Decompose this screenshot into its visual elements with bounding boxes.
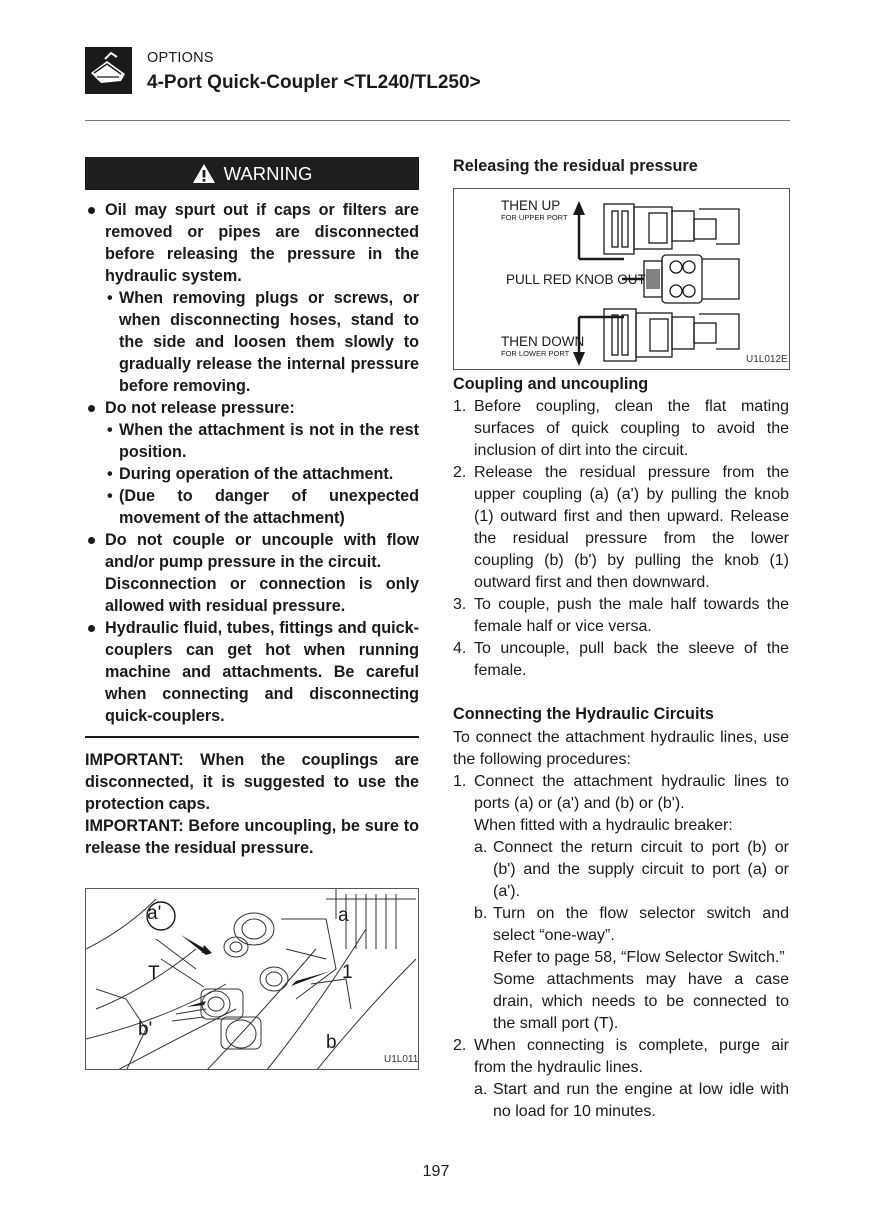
connecting-heading: Connecting the Hydraulic Circuits (453, 705, 714, 723)
list-item: 3. To couple, push the male half towards the female half or vice versa. (453, 596, 789, 635)
step-note: When fitted with a hydraulic breaker: (474, 817, 733, 834)
then-down-label: THEN DOWN (501, 334, 585, 349)
coupler-illustration (85, 888, 419, 1070)
important-notes (85, 749, 419, 859)
list-item: 1. Before coupling, clean the flat mating surfaces of quick coupling to avoid the inclusion of dirt into the circuit. (453, 398, 789, 459)
label-1: 1 (342, 962, 353, 983)
warning-label: WARNING (223, 162, 313, 184)
important-note: IMPORTANT: Before uncoupling, be sure to release the residual pressure. (85, 817, 419, 857)
warning-subitem: • When the attachment is not in the rest position. (85, 419, 419, 463)
warning-item: Do not release pressure: (85, 397, 419, 419)
for-upper-port-label: FOR UPPER PORT (501, 213, 568, 222)
release-pressure-diagram (453, 188, 790, 370)
list-item: 1. Connect the attachment hydraulic lines to ports (a) or (a') and (b) or (b'). (453, 773, 789, 812)
list-item: 2. When connecting is complete, purge air from the hydraulic lines. (453, 1037, 789, 1076)
list-item: 2. Release the residual pressure from the upper coupling (a) (a') by pulling the knob (1) outward first and then upward. Release the residual pressure from the lower coupling (b) (b') by pulling the knob (1) outward first and then downward. (453, 464, 789, 591)
connecting-intro: To connect the attachment hydraulic lines, use the following procedures: (453, 729, 789, 768)
sub-item-paragraph: Some attachments may have a case drain, which needs to be connected to the small port (T). (493, 971, 789, 1032)
label-a-prime: a' (147, 903, 162, 924)
figure-code: U1L012E (746, 354, 788, 365)
for-lower-port-label: FOR LOWER PORT (501, 349, 570, 358)
label-b: b (326, 1032, 337, 1053)
warning-item: Hydraulic fluid, tubes, fittings and quick-couplers can get hot when running machine and attachments. Be careful when connecting and disconnecting quick-couplers. (85, 617, 419, 727)
label-t: T (148, 963, 160, 984)
header-divider (85, 120, 790, 121)
warning-divider (85, 736, 419, 738)
warning-item: Oil may spurt out if caps or filters are removed or pipes are disconnected before releasing the pressure in the hydraulic system. (85, 199, 419, 287)
section-label: OPTIONS (147, 50, 214, 66)
important-note: IMPORTANT: When the couplings are disconnected, it is suggested to use the protection caps. (85, 751, 419, 813)
warning-triangle-icon (192, 163, 216, 184)
label-a: a (338, 905, 349, 926)
sub-item-paragraph: Refer to page 58, “Flow Selector Switch.” (493, 949, 785, 966)
coupling-heading: Coupling and uncoupling (453, 375, 649, 393)
releasing-heading: Releasing the residual pressure (453, 157, 698, 175)
page-number: 197 (422, 1163, 450, 1180)
section-bucket-icon (85, 47, 132, 94)
warning-list (85, 199, 419, 727)
warning-banner (85, 157, 419, 190)
page-title: 4-Port Quick-Coupler <TL240/TL250> (147, 72, 481, 93)
figure-code: U1L011 (384, 1054, 419, 1065)
coupler-line-drawing (86, 889, 419, 1070)
sub-list-item: a. Start and run the engine at low idle with no load for 10 minutes. (474, 1081, 789, 1120)
sub-list-item: b. Turn on the flow selector switch and select “one-way”. (474, 905, 789, 944)
warning-item: Do not couple or uncouple with flow and/or pump pressure in the circuit. (85, 529, 419, 573)
coupling-steps (453, 396, 789, 682)
warning-item-continuation: Disconnection or connection is only allowed with residual pressure. (105, 575, 419, 615)
warning-subitem: • During operation of the attachment. (85, 463, 419, 485)
pull-red-knob-label: PULL RED KNOB OUT (506, 272, 646, 287)
then-up-label: THEN UP (501, 198, 561, 213)
list-item: 4. To uncouple, pull back the sleeve of the female. (453, 640, 789, 679)
warning-subitem: • When removing plugs or screws, or when disconnecting hoses, stand to the side and loosen them slowly to gradually release the internal pressure before removing. (85, 287, 419, 397)
sub-list-item: a. Connect the return circuit to port (b) or (b') and the supply circuit to port (a) or (a'). (474, 839, 789, 900)
warning-subitem-continuation: • (Due to danger of unexpected movement of the attachment) (85, 485, 419, 529)
label-b-prime: b' (138, 1019, 153, 1040)
connecting-steps (453, 727, 789, 1123)
